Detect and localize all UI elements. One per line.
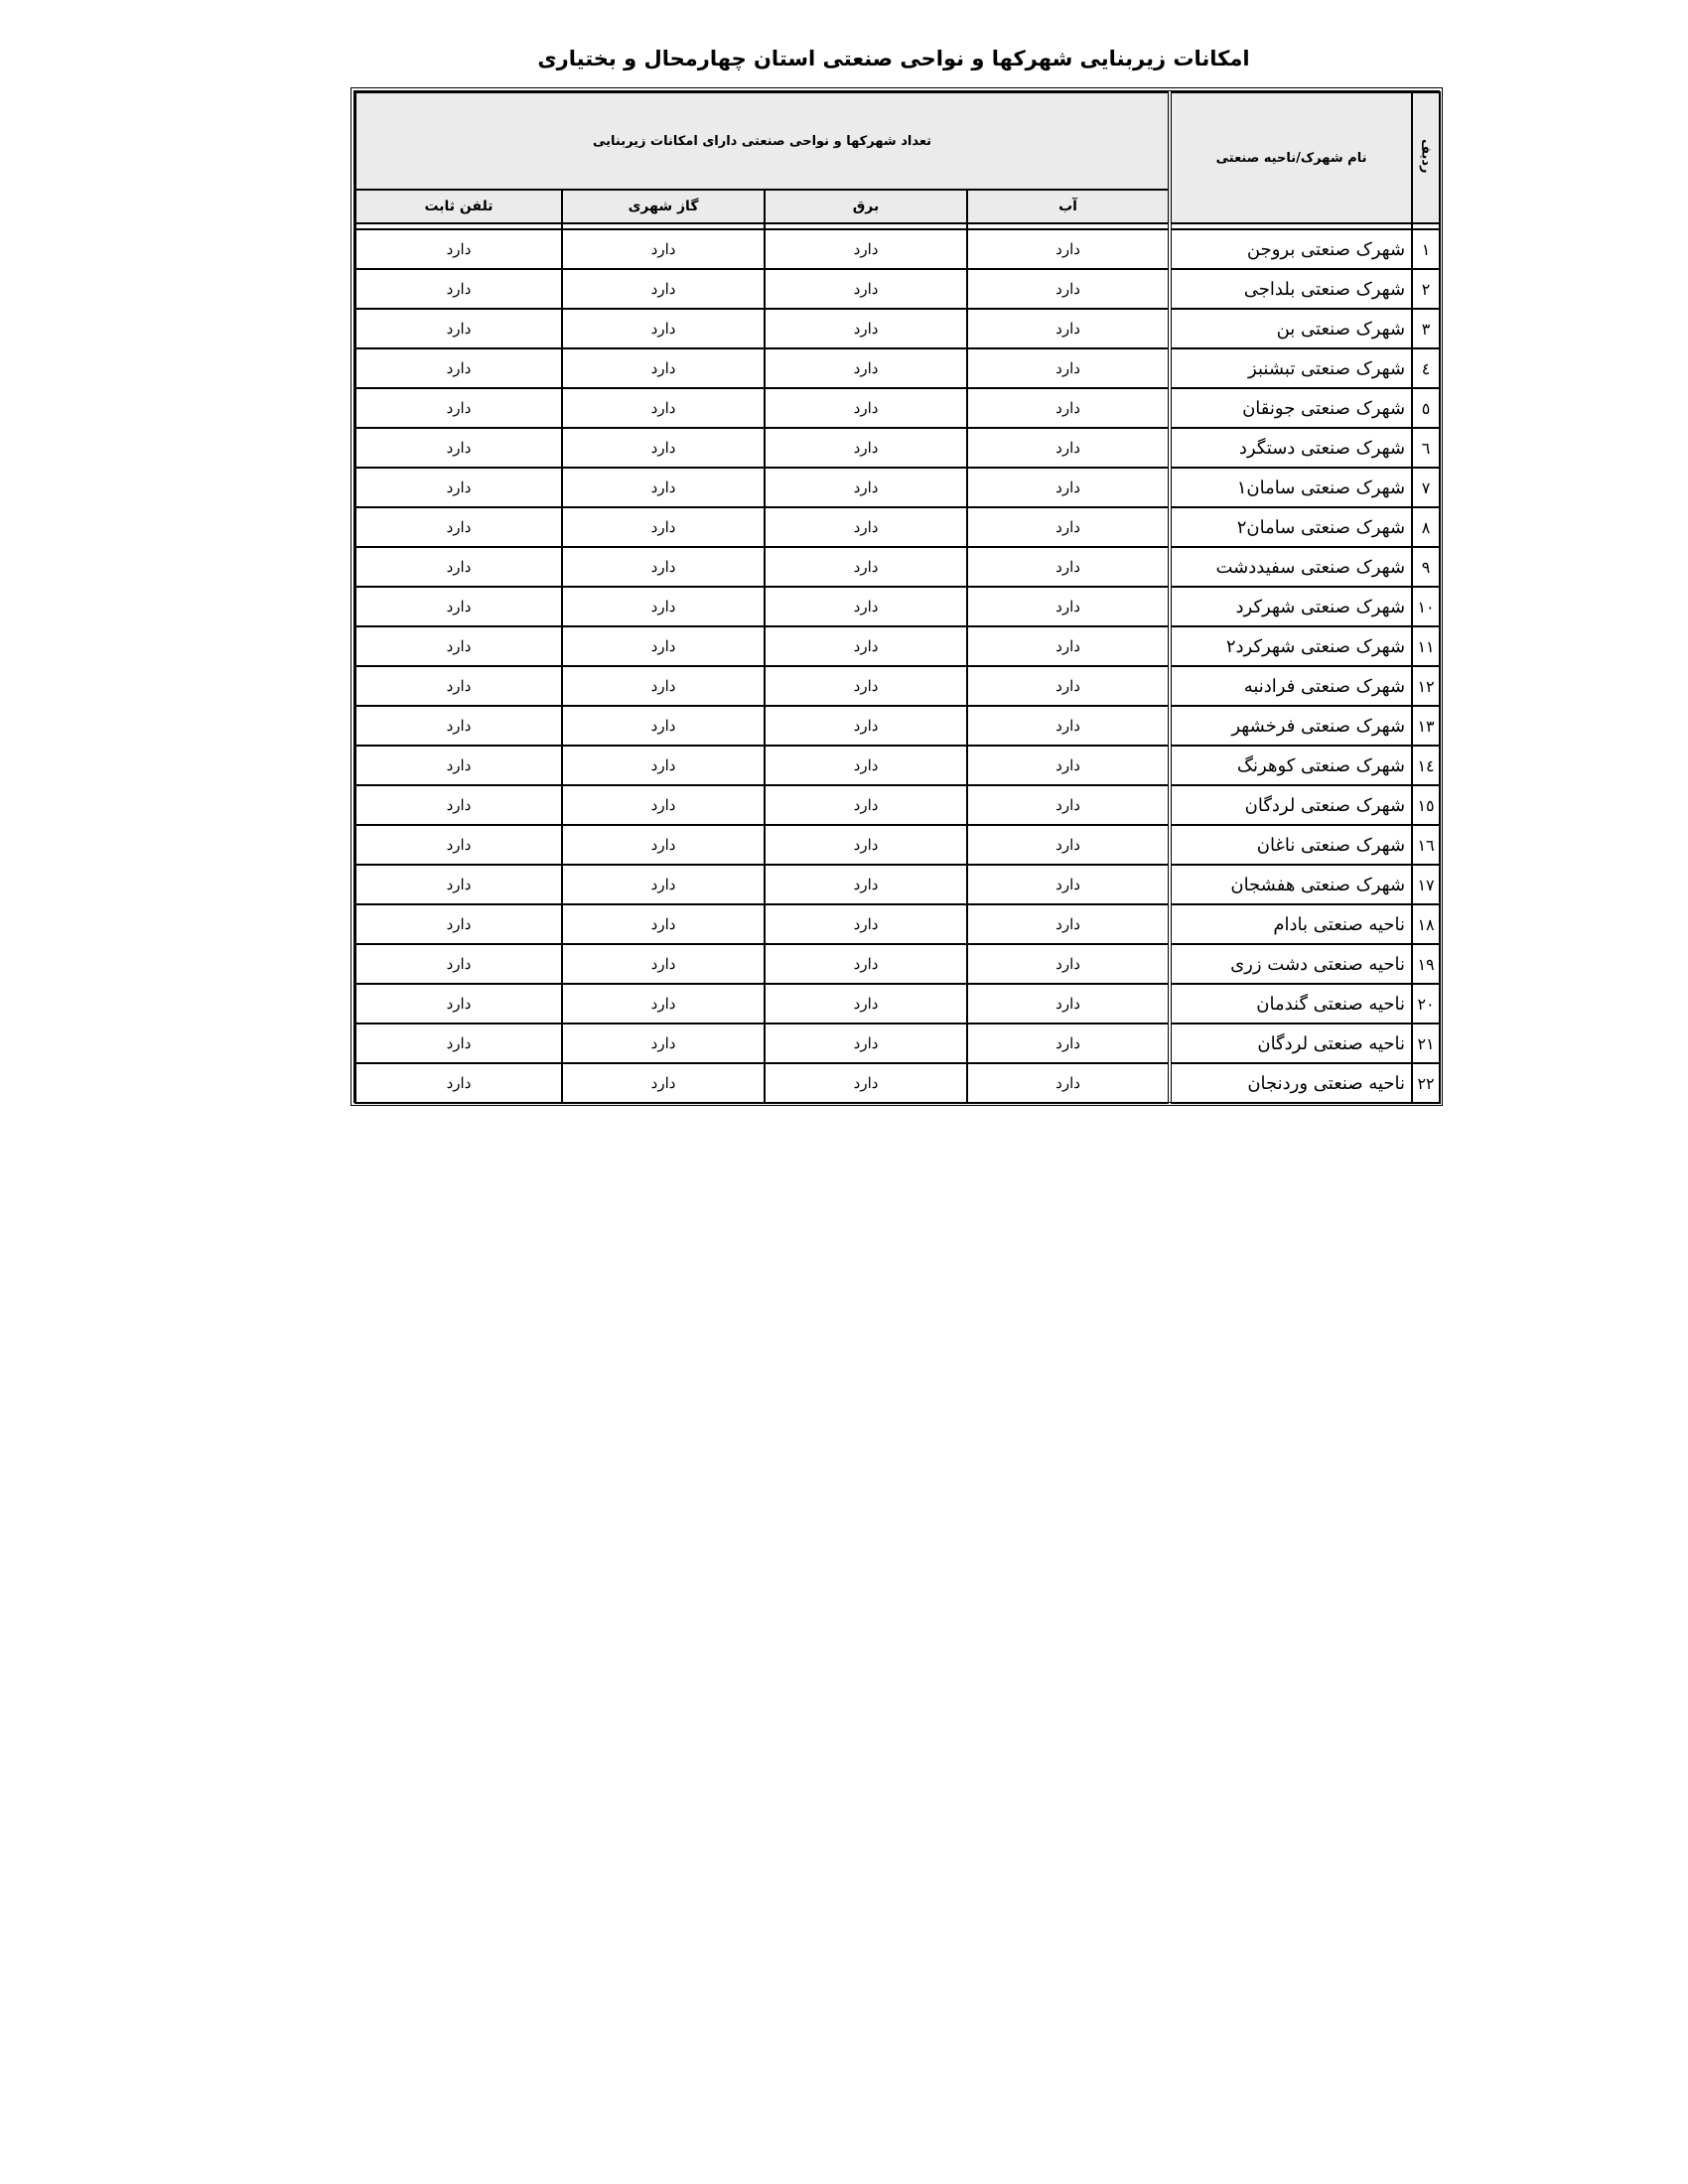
row-number: ۲۱ — [1412, 1024, 1440, 1063]
electricity-value: دارد — [765, 388, 967, 428]
water-value: دارد — [967, 587, 1170, 626]
phone-value: دارد — [355, 984, 562, 1024]
water-value: دارد — [967, 825, 1170, 865]
industrial-zone-name: شهرک صنعتی سفیددشت — [1170, 547, 1412, 587]
table-row — [355, 348, 1440, 388]
electricity-value: دارد — [765, 706, 967, 746]
phone-value: دارد — [355, 746, 562, 785]
row-number: ٤ — [1412, 348, 1440, 388]
gas-value: دارد — [562, 865, 765, 904]
table-row — [355, 626, 1440, 666]
industrial-zone-name: شهرک صنعتی شهرکرد — [1170, 587, 1412, 626]
gas-value: دارد — [562, 468, 765, 507]
row-number: ۱۹ — [1412, 944, 1440, 984]
gas-value: دارد — [562, 666, 765, 706]
electricity-value: دارد — [765, 587, 967, 626]
phone-value: دارد — [355, 666, 562, 706]
phone-value: دارد — [355, 348, 562, 388]
industrial-zone-name: شهرک صنعتی فرخشهر — [1170, 706, 1412, 746]
table-row — [355, 388, 1440, 428]
industrial-zone-name: ناحیه صنعتی لردگان — [1170, 1024, 1412, 1063]
gas-value: دارد — [562, 984, 765, 1024]
electricity-value: دارد — [765, 269, 967, 309]
water-value: دارد — [967, 984, 1170, 1024]
phone-value: دارد — [355, 785, 562, 825]
electricity-value: دارد — [765, 666, 967, 706]
table-row — [355, 507, 1440, 547]
table-row — [355, 666, 1440, 706]
phone-value: دارد — [355, 944, 562, 984]
gas-value: دارد — [562, 229, 765, 269]
table-row — [355, 706, 1440, 746]
row-number: ۱۰ — [1412, 587, 1440, 626]
gas-value: دارد — [562, 785, 765, 825]
electricity-value: دارد — [765, 746, 967, 785]
table-row — [355, 785, 1440, 825]
infrastructure-group-header: تعداد شهرکها و نواحی صنعتی دارای امکانات زیربنایی — [355, 92, 1170, 190]
table-row — [355, 269, 1440, 309]
water-value: دارد — [967, 904, 1170, 944]
water-value: دارد — [967, 746, 1170, 785]
electricity-value: دارد — [765, 348, 967, 388]
industrial-zone-name: شهرک صنعتی ناغان — [1170, 825, 1412, 865]
water-value: دارد — [967, 348, 1170, 388]
gas-value: دارد — [562, 825, 765, 865]
row-number: ۲۰ — [1412, 984, 1440, 1024]
industrial-zone-name: شهرک صنعتی بلداجی — [1170, 269, 1412, 309]
row-number-header-label: ردیف — [1418, 138, 1434, 174]
electricity-value: دارد — [765, 865, 967, 904]
industrial-zone-name: ناحیه صنعتی بادام — [1170, 904, 1412, 944]
table-row — [355, 746, 1440, 785]
table-row — [355, 1063, 1440, 1103]
column-header-electricity: برق — [765, 190, 967, 223]
electricity-value: دارد — [765, 428, 967, 468]
phone-value: دارد — [355, 1024, 562, 1063]
water-value: دارد — [967, 1024, 1170, 1063]
table-row — [355, 587, 1440, 626]
gas-value: دارد — [562, 944, 765, 984]
industrial-zone-name: شهرک صنعتی هفشجان — [1170, 865, 1412, 904]
gas-value: دارد — [562, 309, 765, 348]
row-number: ۱۳ — [1412, 706, 1440, 746]
water-value: دارد — [967, 468, 1170, 507]
gas-value: دارد — [562, 626, 765, 666]
row-number: ۳ — [1412, 309, 1440, 348]
gas-value: دارد — [562, 428, 765, 468]
industrial-zone-name: شهرک صنعتی دستگرد — [1170, 428, 1412, 468]
row-number: ٦ — [1412, 428, 1440, 468]
gas-value: دارد — [562, 1063, 765, 1103]
phone-value: دارد — [355, 706, 562, 746]
phone-value: دارد — [355, 865, 562, 904]
phone-value: دارد — [355, 309, 562, 348]
phone-value: دارد — [355, 428, 562, 468]
electricity-value: دارد — [765, 229, 967, 269]
phone-value: دارد — [355, 388, 562, 428]
electricity-value: دارد — [765, 1024, 967, 1063]
water-value: دارد — [967, 507, 1170, 547]
gas-value: دارد — [562, 348, 765, 388]
phone-value: دارد — [355, 547, 562, 587]
electricity-value: دارد — [765, 309, 967, 348]
electricity-value: دارد — [765, 825, 967, 865]
gas-value: دارد — [562, 507, 765, 547]
table-row — [355, 904, 1440, 944]
electricity-value: دارد — [765, 468, 967, 507]
water-value: دارد — [967, 428, 1170, 468]
column-header-water: آب — [967, 190, 1170, 223]
water-value: دارد — [967, 1063, 1170, 1103]
water-value: دارد — [967, 944, 1170, 984]
electricity-value: دارد — [765, 626, 967, 666]
electricity-value: دارد — [765, 507, 967, 547]
industrial-zone-name: شهرک صنعتی سامان۲ — [1170, 507, 1412, 547]
industrial-zone-name: شهرک صنعتی لردگان — [1170, 785, 1412, 825]
water-value: دارد — [967, 229, 1170, 269]
column-header-gas: گاز شهری — [562, 190, 765, 223]
industrial-zone-name: ناحیه صنعتی دشت زری — [1170, 944, 1412, 984]
table-row — [355, 428, 1440, 468]
row-number: ۱۸ — [1412, 904, 1440, 944]
table-row — [355, 547, 1440, 587]
electricity-value: دارد — [765, 904, 967, 944]
electricity-value: دارد — [765, 984, 967, 1024]
gas-value: دارد — [562, 746, 765, 785]
row-number: ۱٥ — [1412, 785, 1440, 825]
row-number: ۹ — [1412, 547, 1440, 587]
gas-value: دارد — [562, 587, 765, 626]
industrial-zone-name: شهرک صنعتی بن — [1170, 309, 1412, 348]
row-number: ۷ — [1412, 468, 1440, 507]
phone-value: دارد — [355, 587, 562, 626]
water-value: دارد — [967, 269, 1170, 309]
row-number-header — [1412, 92, 1440, 223]
infrastructure-table — [354, 91, 1441, 1104]
industrial-zone-name: شهرک صنعتی سامان۱ — [1170, 468, 1412, 507]
table-row — [355, 1024, 1440, 1063]
row-number: ۲۲ — [1412, 1063, 1440, 1103]
phone-value: دارد — [355, 468, 562, 507]
table-row — [355, 825, 1440, 865]
phone-value: دارد — [355, 626, 562, 666]
row-number: ۱۲ — [1412, 666, 1440, 706]
industrial-zone-name: شهرک صنعتی بروجن — [1170, 229, 1412, 269]
row-number: ۲ — [1412, 269, 1440, 309]
gas-value: دارد — [562, 547, 765, 587]
gas-value: دارد — [562, 388, 765, 428]
water-value: دارد — [967, 785, 1170, 825]
industrial-zone-name: شهرک صنعتی فرادنبه — [1170, 666, 1412, 706]
water-value: دارد — [967, 865, 1170, 904]
table-row — [355, 984, 1440, 1024]
gas-value: دارد — [562, 904, 765, 944]
electricity-value: دارد — [765, 944, 967, 984]
row-number: ۱۱ — [1412, 626, 1440, 666]
water-value: دارد — [967, 666, 1170, 706]
column-header-phone: تلفن ثابت — [355, 190, 562, 223]
table-row — [355, 468, 1440, 507]
industrial-zone-name: ناحیه صنعتی گندمان — [1170, 984, 1412, 1024]
phone-value: دارد — [355, 507, 562, 547]
table-row — [355, 865, 1440, 904]
table-row — [355, 944, 1440, 984]
gas-value: دارد — [562, 706, 765, 746]
phone-value: دارد — [355, 269, 562, 309]
name-header: نام شهرک/ناحیه صنعتی — [1170, 92, 1412, 223]
table-body — [355, 229, 1440, 1103]
row-number: ٥ — [1412, 388, 1440, 428]
electricity-value: دارد — [765, 785, 967, 825]
industrial-zone-name: شهرک صنعتی تبشنبز — [1170, 348, 1412, 388]
water-value: دارد — [967, 388, 1170, 428]
industrial-zone-name: ناحیه صنعتی وردنجان — [1170, 1063, 1412, 1103]
water-value: دارد — [967, 626, 1170, 666]
row-number: ۱ — [1412, 229, 1440, 269]
row-number: ۱٤ — [1412, 746, 1440, 785]
row-number: ۱۷ — [1412, 865, 1440, 904]
table-row — [355, 229, 1440, 269]
phone-value: دارد — [355, 904, 562, 944]
industrial-zone-name: شهرک صنعتی جونقان — [1170, 388, 1412, 428]
page-title: امکانات زیربنایی شهرکها و نواحی صنعتی استان چهارمحال و بختیاری — [537, 47, 1250, 70]
row-number: ۱٦ — [1412, 825, 1440, 865]
phone-value: دارد — [355, 825, 562, 865]
gas-value: دارد — [562, 1024, 765, 1063]
table-row — [355, 309, 1440, 348]
electricity-value: دارد — [765, 547, 967, 587]
water-value: دارد — [967, 706, 1170, 746]
gas-value: دارد — [562, 269, 765, 309]
phone-value: دارد — [355, 1063, 562, 1103]
industrial-zone-name: شهرک صنعتی کوهرنگ — [1170, 746, 1412, 785]
row-number: ۸ — [1412, 507, 1440, 547]
water-value: دارد — [967, 309, 1170, 348]
infrastructure-table-frame — [351, 87, 1443, 1106]
industrial-zone-name: شهرک صنعتی شهرکرد۲ — [1170, 626, 1412, 666]
electricity-value: دارد — [765, 1063, 967, 1103]
phone-value: دارد — [355, 229, 562, 269]
water-value: دارد — [967, 547, 1170, 587]
